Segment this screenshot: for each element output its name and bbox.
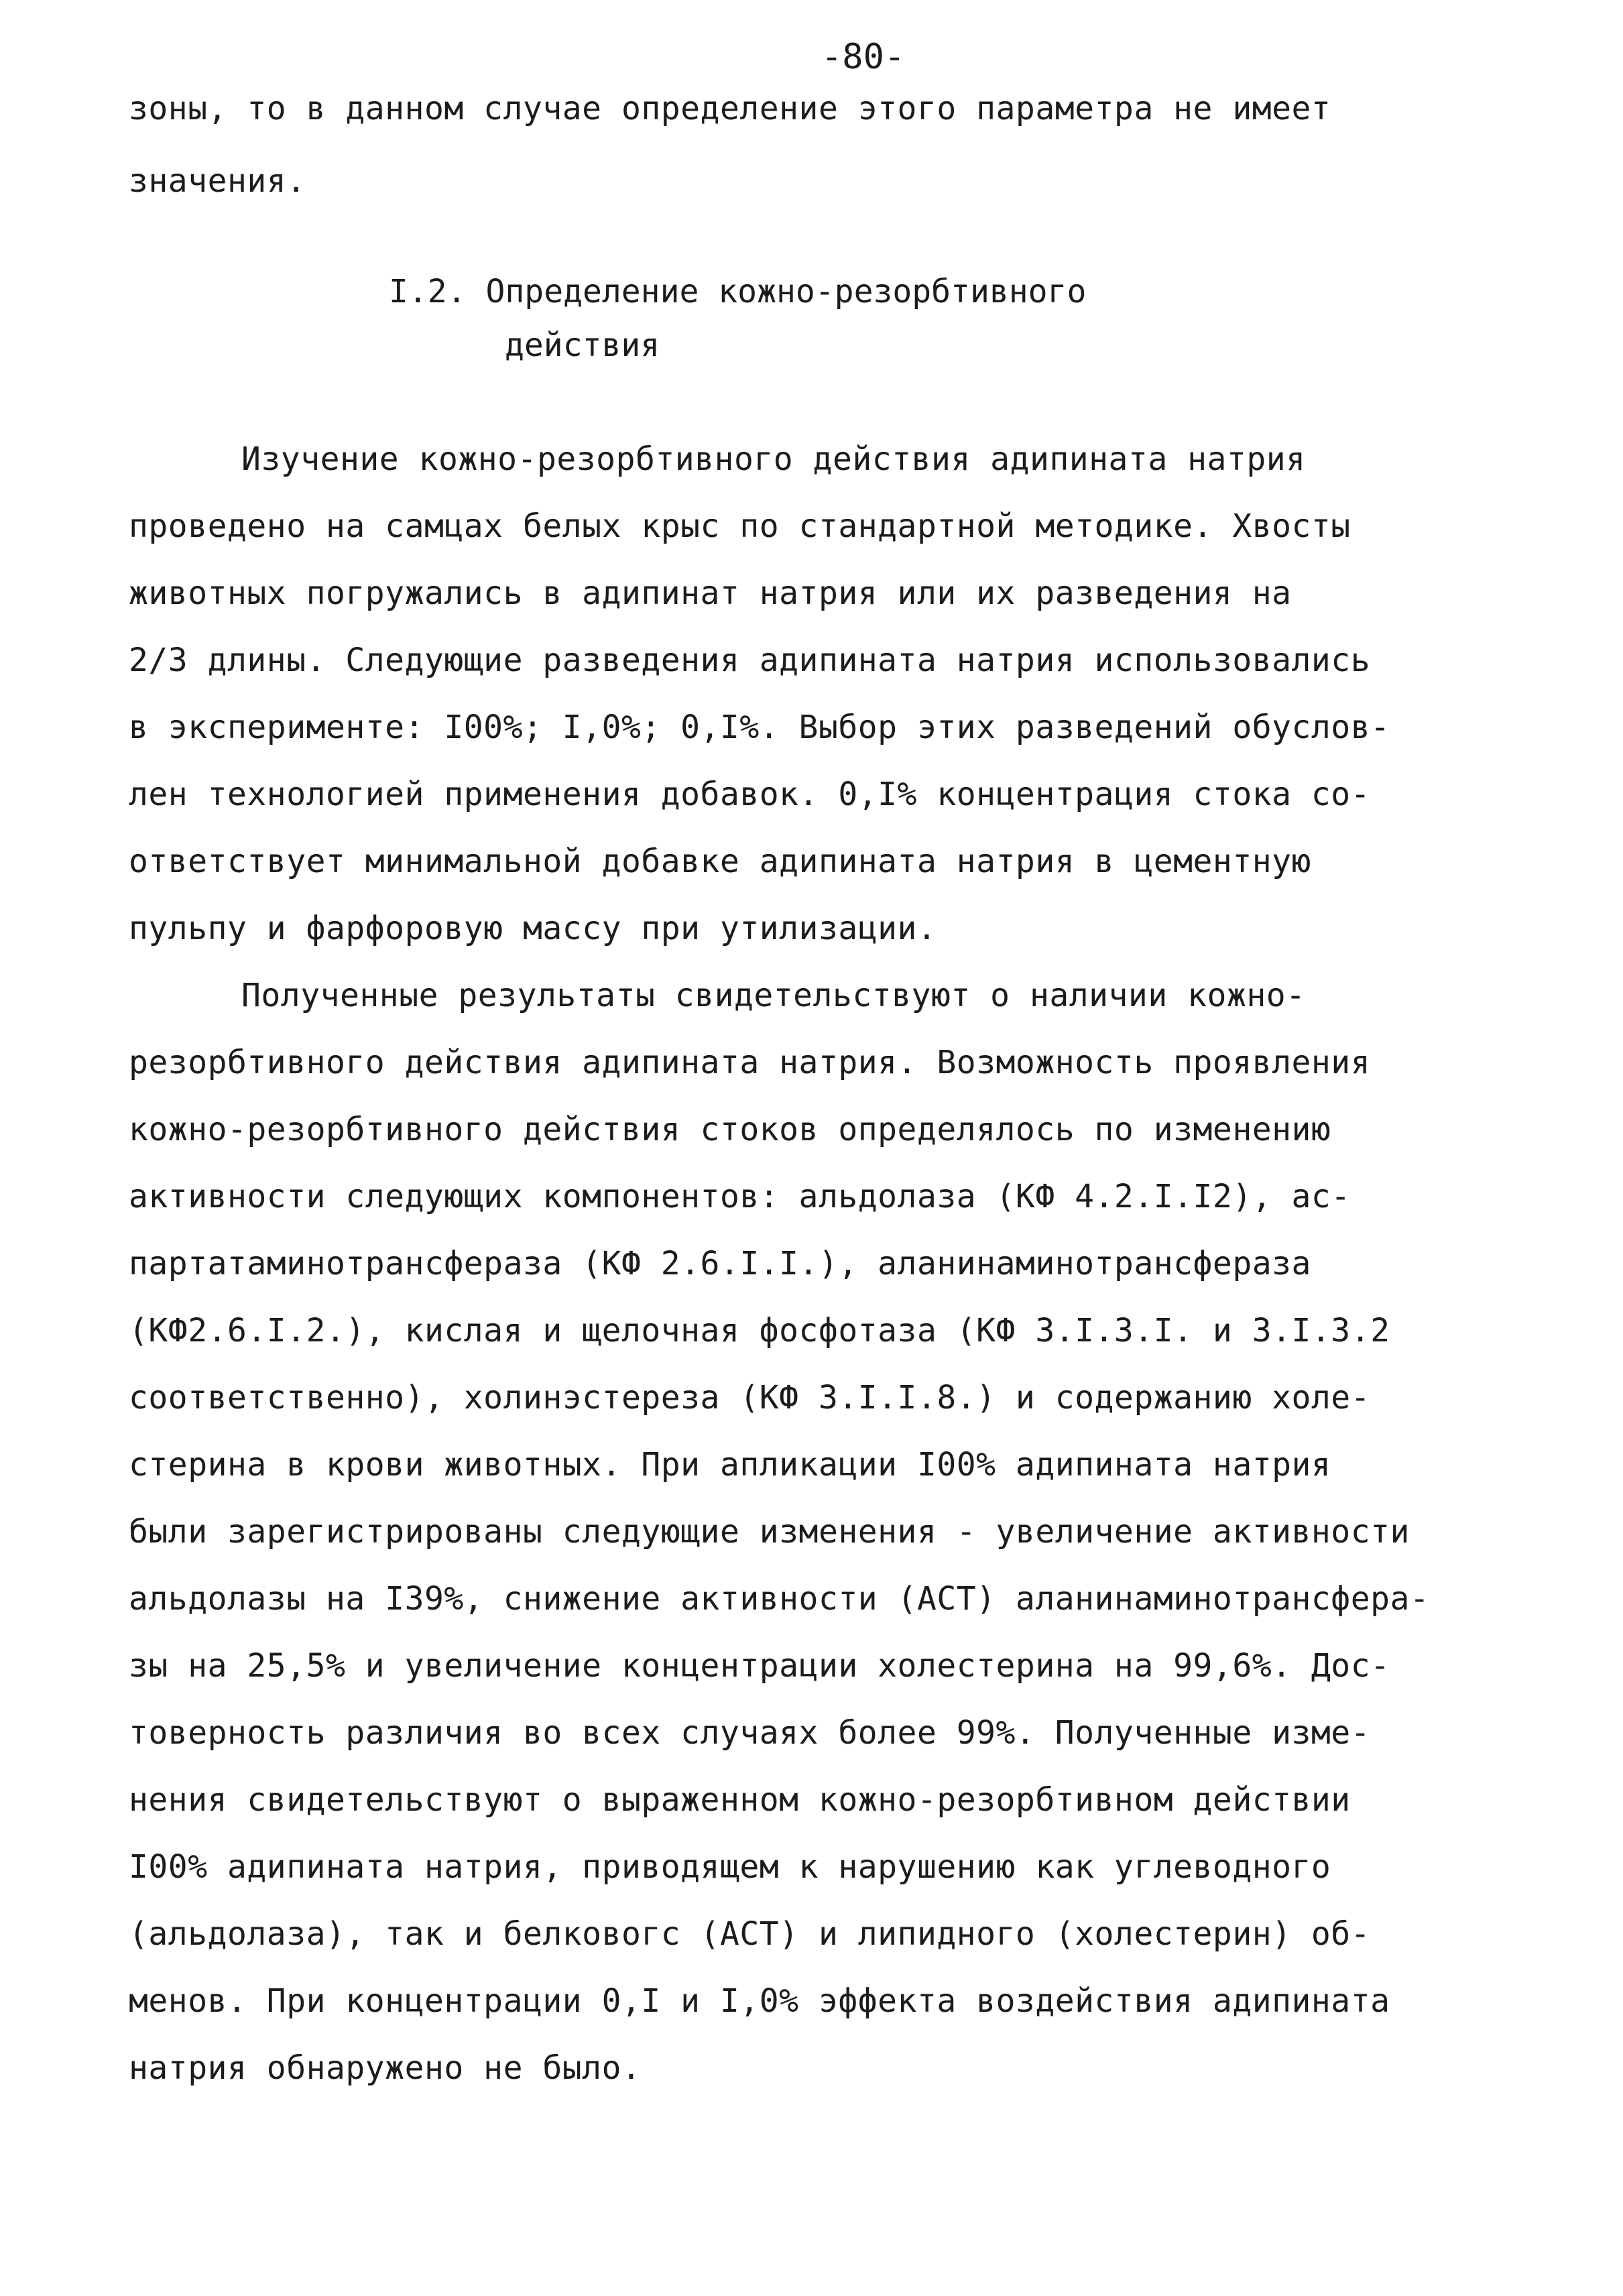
paragraph1-line: проведено на самцах белых крыс по стандартной методике. Хвосты xyxy=(129,507,1351,545)
paragraph2-line: менов. При концентрации 0,I и I,0% эффекта воздействия адипината xyxy=(129,1982,1390,2020)
paragraph1-line: лен технологией применения добавок. 0,I% концентрация стока со- xyxy=(129,776,1371,813)
paragraph2-line: соответственно), холинэстереза (КФ 3.I.I.8.) и содержанию холе- xyxy=(129,1379,1371,1416)
intro-line: зоны, то в данном случае определение этого параметра не имеет xyxy=(129,90,1331,127)
paragraph2-line: товерность различия во всех случаях более 99%. Полученные изме- xyxy=(129,1714,1371,1752)
paragraph1-line: Изучение кожно-резорбтивного действия адипината натрия xyxy=(241,440,1306,478)
paragraph2-line: Полученные результаты свидетельствуют о наличии кожно- xyxy=(241,977,1306,1014)
section-heading-line1: I.2. Определение кожно-резорбтивного xyxy=(389,273,1087,310)
paragraph2-line: (альдолаза), так и белковогс (АСТ) и липидного (холестерин) об- xyxy=(129,1915,1371,1953)
paragraph2-line: кожно-резорбтивного действия стоков определялось по изменению xyxy=(129,1111,1331,1148)
paragraph2-line: стерина в крови животных. При апликации I00% адипината натрия xyxy=(129,1446,1331,1484)
paragraph1-line: ответствует минимальной добавке адипината натрия в цементную xyxy=(129,843,1311,880)
page-number: -80- xyxy=(821,37,906,77)
paragraph2-line: партатаминотрансфераза (КФ 2.6.I.I.), аланинаминотрансфераза xyxy=(129,1245,1311,1282)
paragraph2-line: были зарегистрированы следующие изменения - увеличение активности xyxy=(129,1513,1410,1551)
paragraph2-line: I00% адипината натрия, приводящем к нарушению как углеводного xyxy=(129,1848,1331,1886)
paragraph1-line: 2/3 длины. Следующие разведения адипината натрия использовались xyxy=(129,642,1371,679)
intro-line: значения. xyxy=(129,162,306,200)
paragraph2-line: альдолазы на I39%, снижение активности (АСТ) аланинаминотрансфера- xyxy=(129,1580,1430,1618)
paragraph2-line: зы на 25,5% и увеличение концентрации холестерина на 99,6%. Дос- xyxy=(129,1647,1390,1685)
paragraph2-line: натрия обнаружено не было. xyxy=(129,2049,642,2087)
paragraph2-line: нения свидетельствуют о выраженном кожно-резорбтивном действии xyxy=(129,1781,1351,1819)
paragraph2-line: (КФ2.6.I.2.), кислая и щелочная фосфотаза (КФ 3.I.3.I. и 3.I.3.2 xyxy=(129,1312,1390,1349)
paragraph1-line: пульпу и фарфоровую массу при утилизации. xyxy=(129,910,937,947)
paragraph1-line: животных погружались в адипинат натрия или их разведения на xyxy=(129,575,1292,612)
paragraph1-line: в эксперименте: I00%; I,0%; 0,I%. Выбор этих разведений обуслов- xyxy=(129,709,1390,746)
paragraph2-line: резорбтивного действия адипината натрия. Возможность проявления xyxy=(129,1044,1371,1081)
paragraph2-line: активности следующих компонентов: альдолаза (КФ 4.2.I.I2), ас- xyxy=(129,1178,1351,1215)
section-heading-line2: действия xyxy=(505,326,660,364)
